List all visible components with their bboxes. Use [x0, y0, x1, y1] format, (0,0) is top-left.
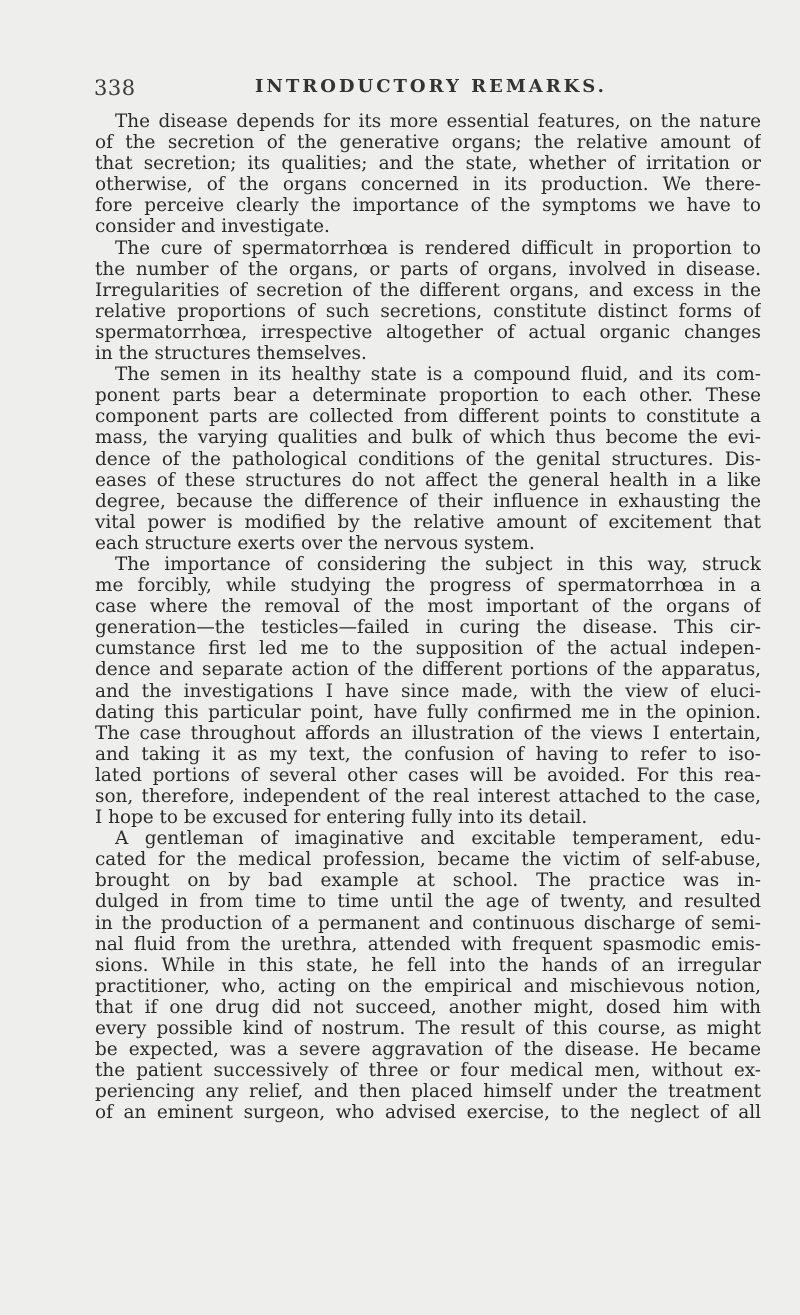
text-line: Irregularities of secretion of the different organs, and excess in the — [95, 279, 761, 301]
text-line: the number of the organs, or parts of organs, involved in disease. — [95, 258, 761, 280]
text-line: brought on by bad example at school. The practice was in- — [95, 870, 761, 892]
text-line: every possible kind of nostrum. The result of this course, as might — [95, 1018, 761, 1040]
text-line: degree, because the difference of their influence in exhausting the — [95, 490, 761, 512]
text-line: nal fluid from the urethra, attended with frequent spasmodic emis- — [95, 933, 761, 955]
text-line: periencing any relief, and then placed himself under the treatment — [95, 1081, 761, 1103]
running-head: INTRODUCTORY REMARKS. — [255, 76, 607, 97]
page-number: 338 — [94, 76, 136, 100]
text-line: and the investigations I have since made, with the view of eluci- — [95, 680, 761, 702]
text-line: lated portions of several other cases will be avoided. For this rea- — [95, 764, 761, 786]
text-line: and taking it as my text, the confusion of having to refer to iso- — [95, 743, 761, 765]
text-line: dating this particular point, have fully confirmed me in the opinion. — [95, 701, 761, 723]
text-line: The case throughout affords an illustration of the views I entertain, — [95, 722, 761, 744]
text-line: dulged in from time to time until the age of twenty, and resulted — [95, 891, 761, 913]
text-line: consider and investigate. — [95, 216, 330, 238]
text-line: that if one drug did not succeed, another might, dosed him with — [95, 996, 761, 1018]
text-line: cumstance first led me to the supposition of the actual indepen- — [95, 638, 761, 660]
text-line: the patient successively of three or four medical men, without ex- — [95, 1060, 761, 1082]
text-line: The disease depends for its more essential features, on the nature — [115, 111, 761, 132]
text-line: The importance of considering the subject in this way, struck — [115, 553, 761, 575]
text-line: relative proportions of such secretions, constitute distinct forms of — [95, 300, 761, 322]
text-line: of an eminent surgeon, who advised exercise, to the neglect of all — [95, 1102, 761, 1124]
text-line: son, therefore, independent of the real interest attached to the case, — [95, 786, 761, 807]
text-line: of the secretion of the generative organs; the relative amount of — [95, 132, 761, 154]
text-line: A gentleman of imaginative and excitable temperament, edu- — [115, 828, 761, 850]
text-line: mass, the varying qualities and bulk of which thus become the evi- — [95, 427, 761, 449]
text-line: vital power is modified by the relative amount of excitement that — [95, 511, 761, 533]
text-line: dence and separate action of the different portions of the apparatus, — [95, 659, 761, 681]
text-line: ponent parts bear a determinate proportion to each other. These — [95, 385, 761, 407]
text-line: generation—the testicles—failed in curing the disease. This cir- — [95, 617, 761, 639]
text-line: in the structures themselves. — [95, 343, 367, 365]
text-line: that secretion; its qualities; and the state, whether of irritation or — [95, 153, 761, 175]
text-line: The semen in its healthy state is a compound fluid, and its com- — [115, 364, 761, 386]
text-line: cated for the medical profession, became the victim of self-abuse, — [95, 849, 761, 871]
text-line: spermatorrhœa, irrespective altogether of actual organic changes — [95, 321, 761, 343]
text-line: be expected, was a severe aggravation of the disease. He became — [95, 1039, 761, 1061]
text-line: each structure exerts over the nervous system. — [95, 532, 535, 554]
page-header — [0, 76, 800, 106]
text-line: otherwise, of the organs concerned in its production. We there- — [95, 174, 761, 196]
text-line: component parts are collected from different points to constitute a — [95, 406, 761, 428]
text-line: The cure of spermatorrhœa is rendered difficult in proportion to — [115, 237, 761, 259]
text-line: me forcibly, while studying the progress of spermatorrhœa in a — [95, 575, 761, 597]
text-line: dence of the pathological conditions of the genital structures. Dis- — [95, 448, 761, 470]
text-line: case where the removal of the most important of the organs of — [95, 596, 761, 618]
text-line: eases of these structures do not affect the general health in a like — [95, 469, 761, 491]
body-text — [95, 111, 761, 1124]
text-line: in the production of a permanent and continuous discharge of semi- — [95, 912, 761, 934]
text-line: fore perceive clearly the importance of the symptoms we have to — [95, 195, 761, 217]
text-line: practitioner, who, acting on the empirical and mischievous notion, — [95, 975, 761, 997]
text-line: I hope to be excused for entering fully into its detail. — [95, 807, 588, 829]
text-line: sions. While in this state, he fell into the hands of an irregular — [95, 954, 761, 976]
